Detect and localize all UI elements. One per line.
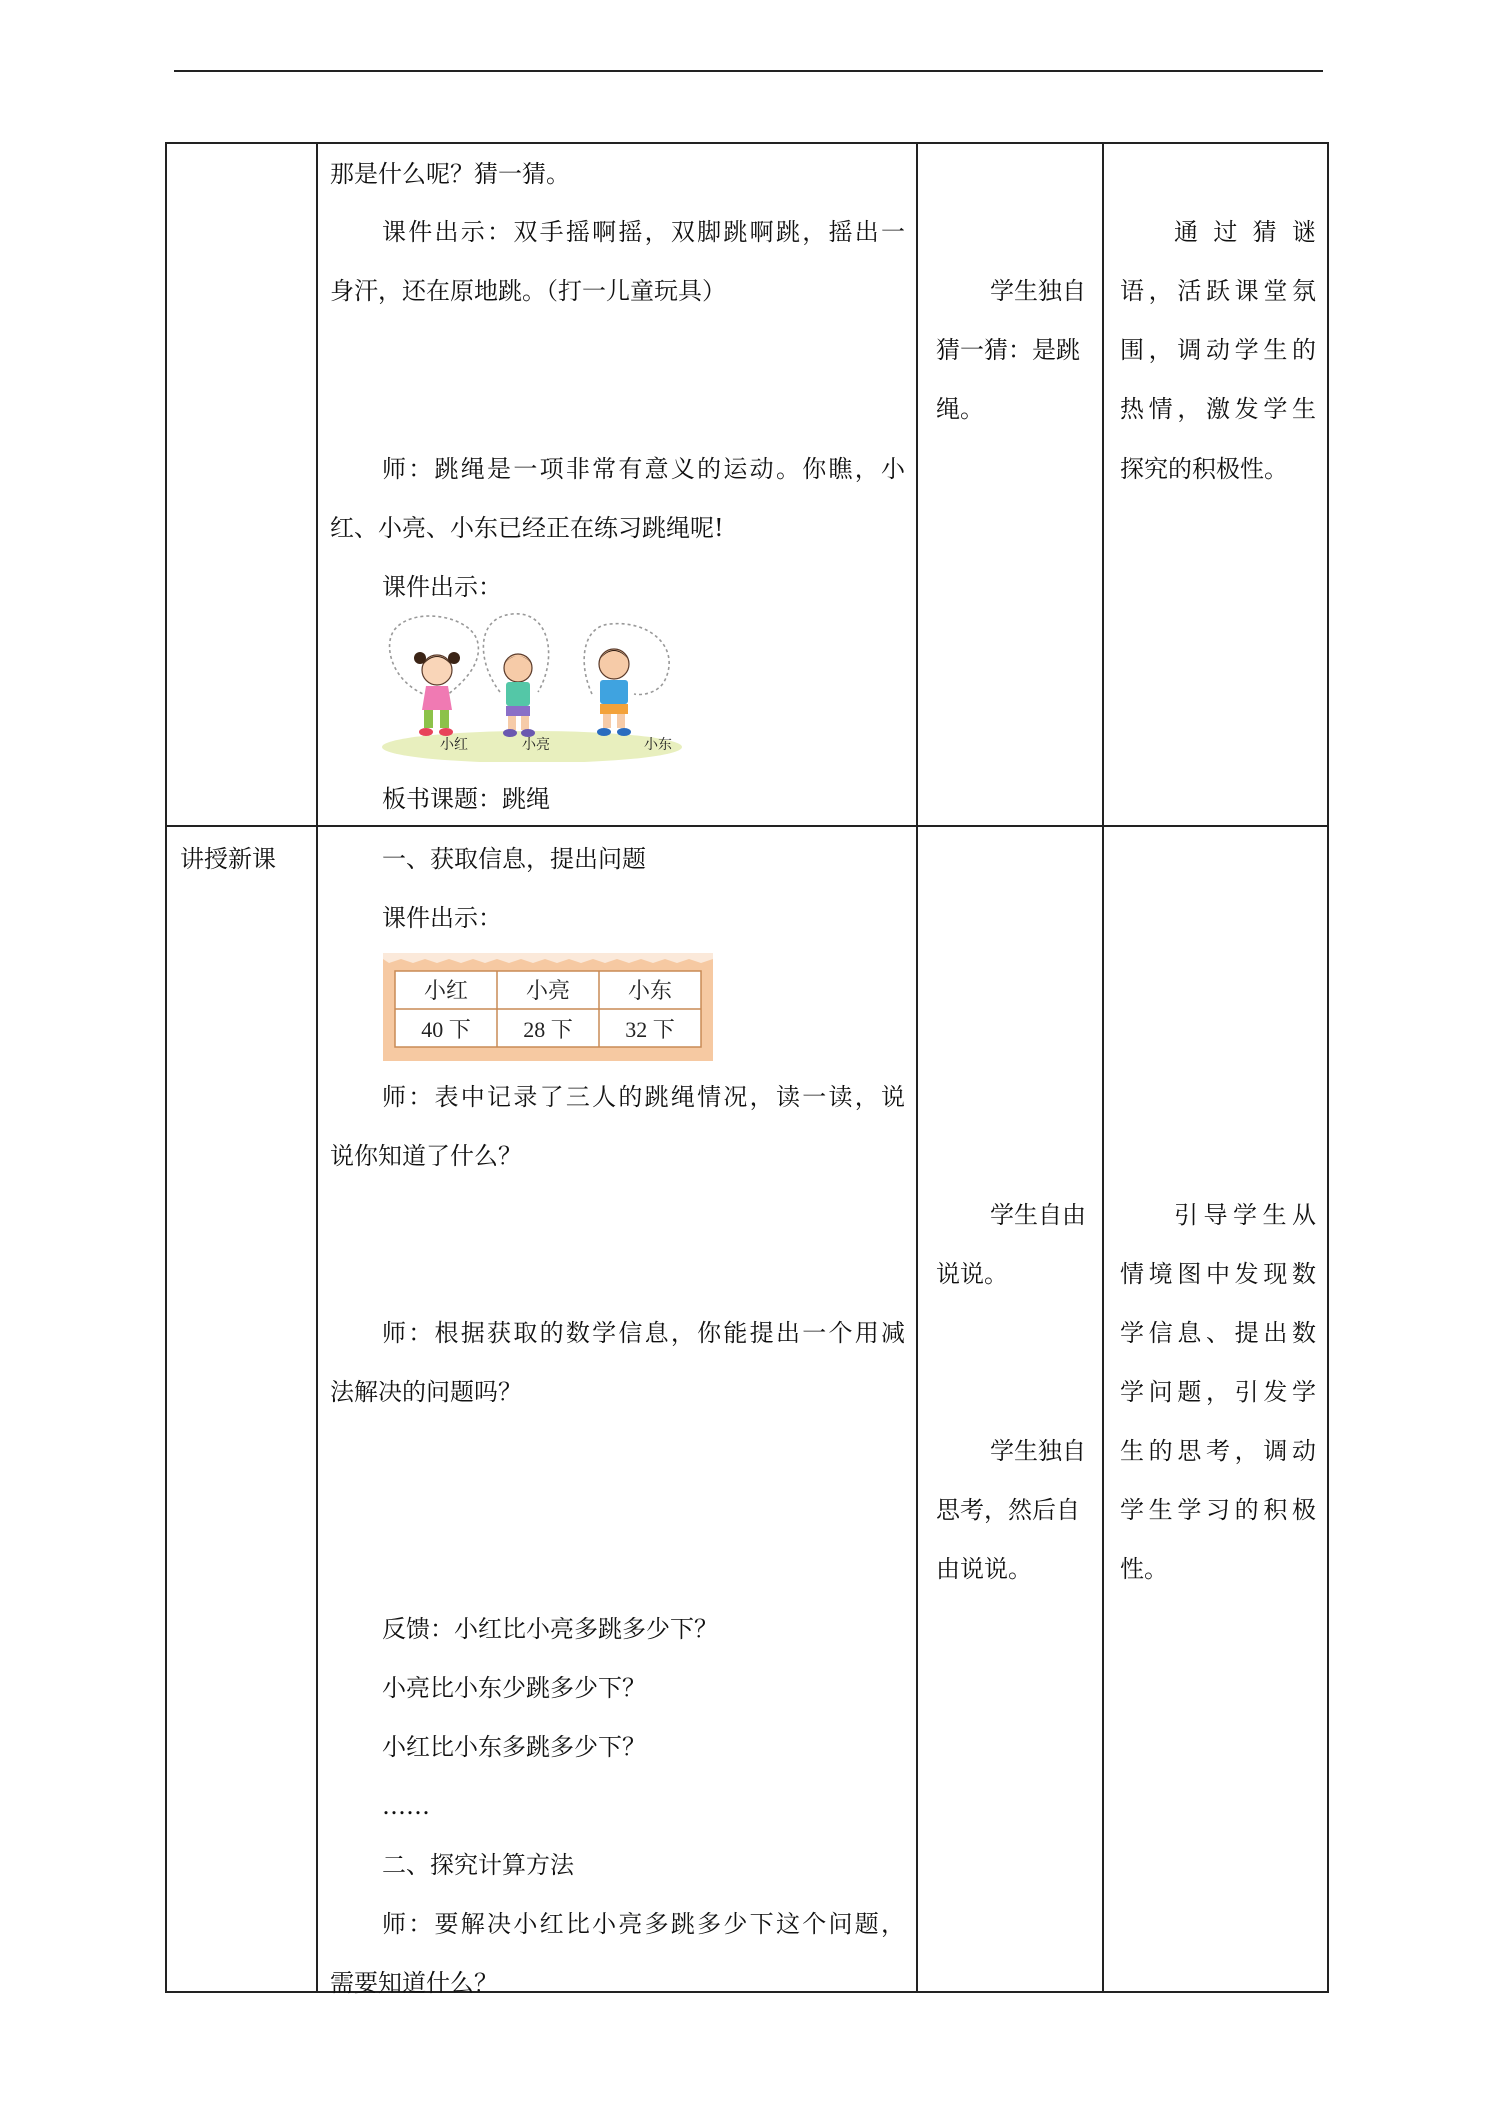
record-value-3: 32 下 <box>625 1017 675 1042</box>
row2-teacher-f: 需要知道什么？ <box>330 1969 498 1997</box>
row2-intent-f: 学生学习的积极 <box>1120 1496 1316 1524</box>
row1-line1: 那是什么呢？猜一猜。 <box>330 160 570 188</box>
row1-student-a: 学生独自 <box>990 277 1086 305</box>
table-divider-student <box>916 142 918 1993</box>
row2-student-d: 思考，然后自 <box>936 1496 1080 1524</box>
row1-intent-d: 热情，激发学生 <box>1120 395 1316 423</box>
row1-student-b: 猜一猜：是跳 <box>936 336 1080 364</box>
record-value-1: 40 下 <box>421 1017 471 1042</box>
table-row-divider <box>165 825 1329 827</box>
row2-feedback-1: 反馈：小红比小亮多跳多少下？ <box>382 1615 718 1643</box>
row1-riddle-b: 身汗，还在原地跳。（打一儿童玩具） <box>330 277 726 305</box>
row2-intent-d: 学问题，引发学 <box>1120 1378 1316 1406</box>
row1-teacher-b: 红、小亮、小东已经正在练习跳绳呢! <box>330 514 724 542</box>
row2-teacher-d: 法解决的问题吗？ <box>330 1378 522 1406</box>
row1-board: 板书课题：跳绳 <box>382 785 550 813</box>
record-header-1: 小红 <box>423 978 469 1003</box>
row2-intent-e: 生的思考，调动 <box>1120 1437 1316 1465</box>
row2-intent-a: 引导学生从 <box>1174 1201 1316 1229</box>
row2-ellipsis: …… <box>382 1792 430 1820</box>
row1-riddle-a: 课件出示：双手摇啊摇，双脚跳啊跳，摇出一 <box>382 218 905 246</box>
record-header-3: 小东 <box>627 978 673 1003</box>
record-value-2: 28 下 <box>523 1017 573 1042</box>
row2-student-b: 说说。 <box>936 1260 1008 1288</box>
kid-label-3: 小东 <box>644 738 672 753</box>
row1-intent-c: 围，调动学生的 <box>1120 336 1316 364</box>
row1-intent-b: 语，活跃课堂氛 <box>1120 277 1316 305</box>
row2-feedback-2: 小亮比小东少跳多少下？ <box>382 1674 646 1702</box>
row2-student-a: 学生自由 <box>990 1201 1086 1229</box>
row1-teacher-a: 师：跳绳是一项非常有意义的运动。你瞧，小 <box>382 455 905 483</box>
table-border-right <box>1327 142 1329 1993</box>
row2-courseware: 课件出示： <box>382 904 502 932</box>
row1-student-c: 绳。 <box>936 395 984 423</box>
table-divider-stage <box>316 142 318 1993</box>
row1-courseware: 课件出示： <box>382 573 502 601</box>
row2-intent-c: 学信息、提出数 <box>1120 1319 1316 1347</box>
row2-h2: 二、探究计算方法 <box>382 1851 574 1879</box>
table-divider-intent <box>1102 142 1104 1993</box>
kid-label-1: 小红 <box>440 738 468 753</box>
boy-figure-2 <box>597 649 631 736</box>
jump-rope-illustration-svg <box>382 612 682 762</box>
record-header-2: 小亮 <box>525 978 571 1003</box>
row2-h1: 一、获取信息，提出问题 <box>382 845 646 873</box>
jump-rope-illustration <box>382 612 682 762</box>
row2-student-e: 由说说。 <box>936 1555 1032 1583</box>
kid-label-2: 小亮 <box>522 738 550 753</box>
record-table-svg <box>383 953 713 1061</box>
row1-intent-e: 探究的积极性。 <box>1120 455 1288 483</box>
row2-intent-g: 性。 <box>1120 1555 1168 1583</box>
row2-intent-b: 情境图中发现数 <box>1120 1260 1316 1288</box>
girl-figure <box>414 652 460 736</box>
record-table <box>383 953 713 1061</box>
row2-teacher-a: 师：表中记录了三人的跳绳情况，读一读，说 <box>382 1083 905 1111</box>
header-rule <box>174 70 1323 72</box>
row2-student-c: 学生独自 <box>990 1437 1086 1465</box>
table-border-left <box>165 142 167 1993</box>
row2-stage: 讲授新课 <box>180 845 276 873</box>
row2-teacher-e: 师：要解决小红比小亮多跳多少下这个问题， <box>382 1910 905 1938</box>
row2-teacher-b: 说你知道了什么？ <box>330 1142 522 1170</box>
boy-figure-1 <box>503 654 535 737</box>
row2-teacher-c: 师：根据获取的数学信息，你能提出一个用减 <box>382 1319 905 1347</box>
row2-feedback-3: 小红比小东多跳多少下？ <box>382 1733 646 1761</box>
table-border-top <box>165 142 1329 144</box>
row1-intent-a: 通过猜谜 <box>1174 218 1316 246</box>
